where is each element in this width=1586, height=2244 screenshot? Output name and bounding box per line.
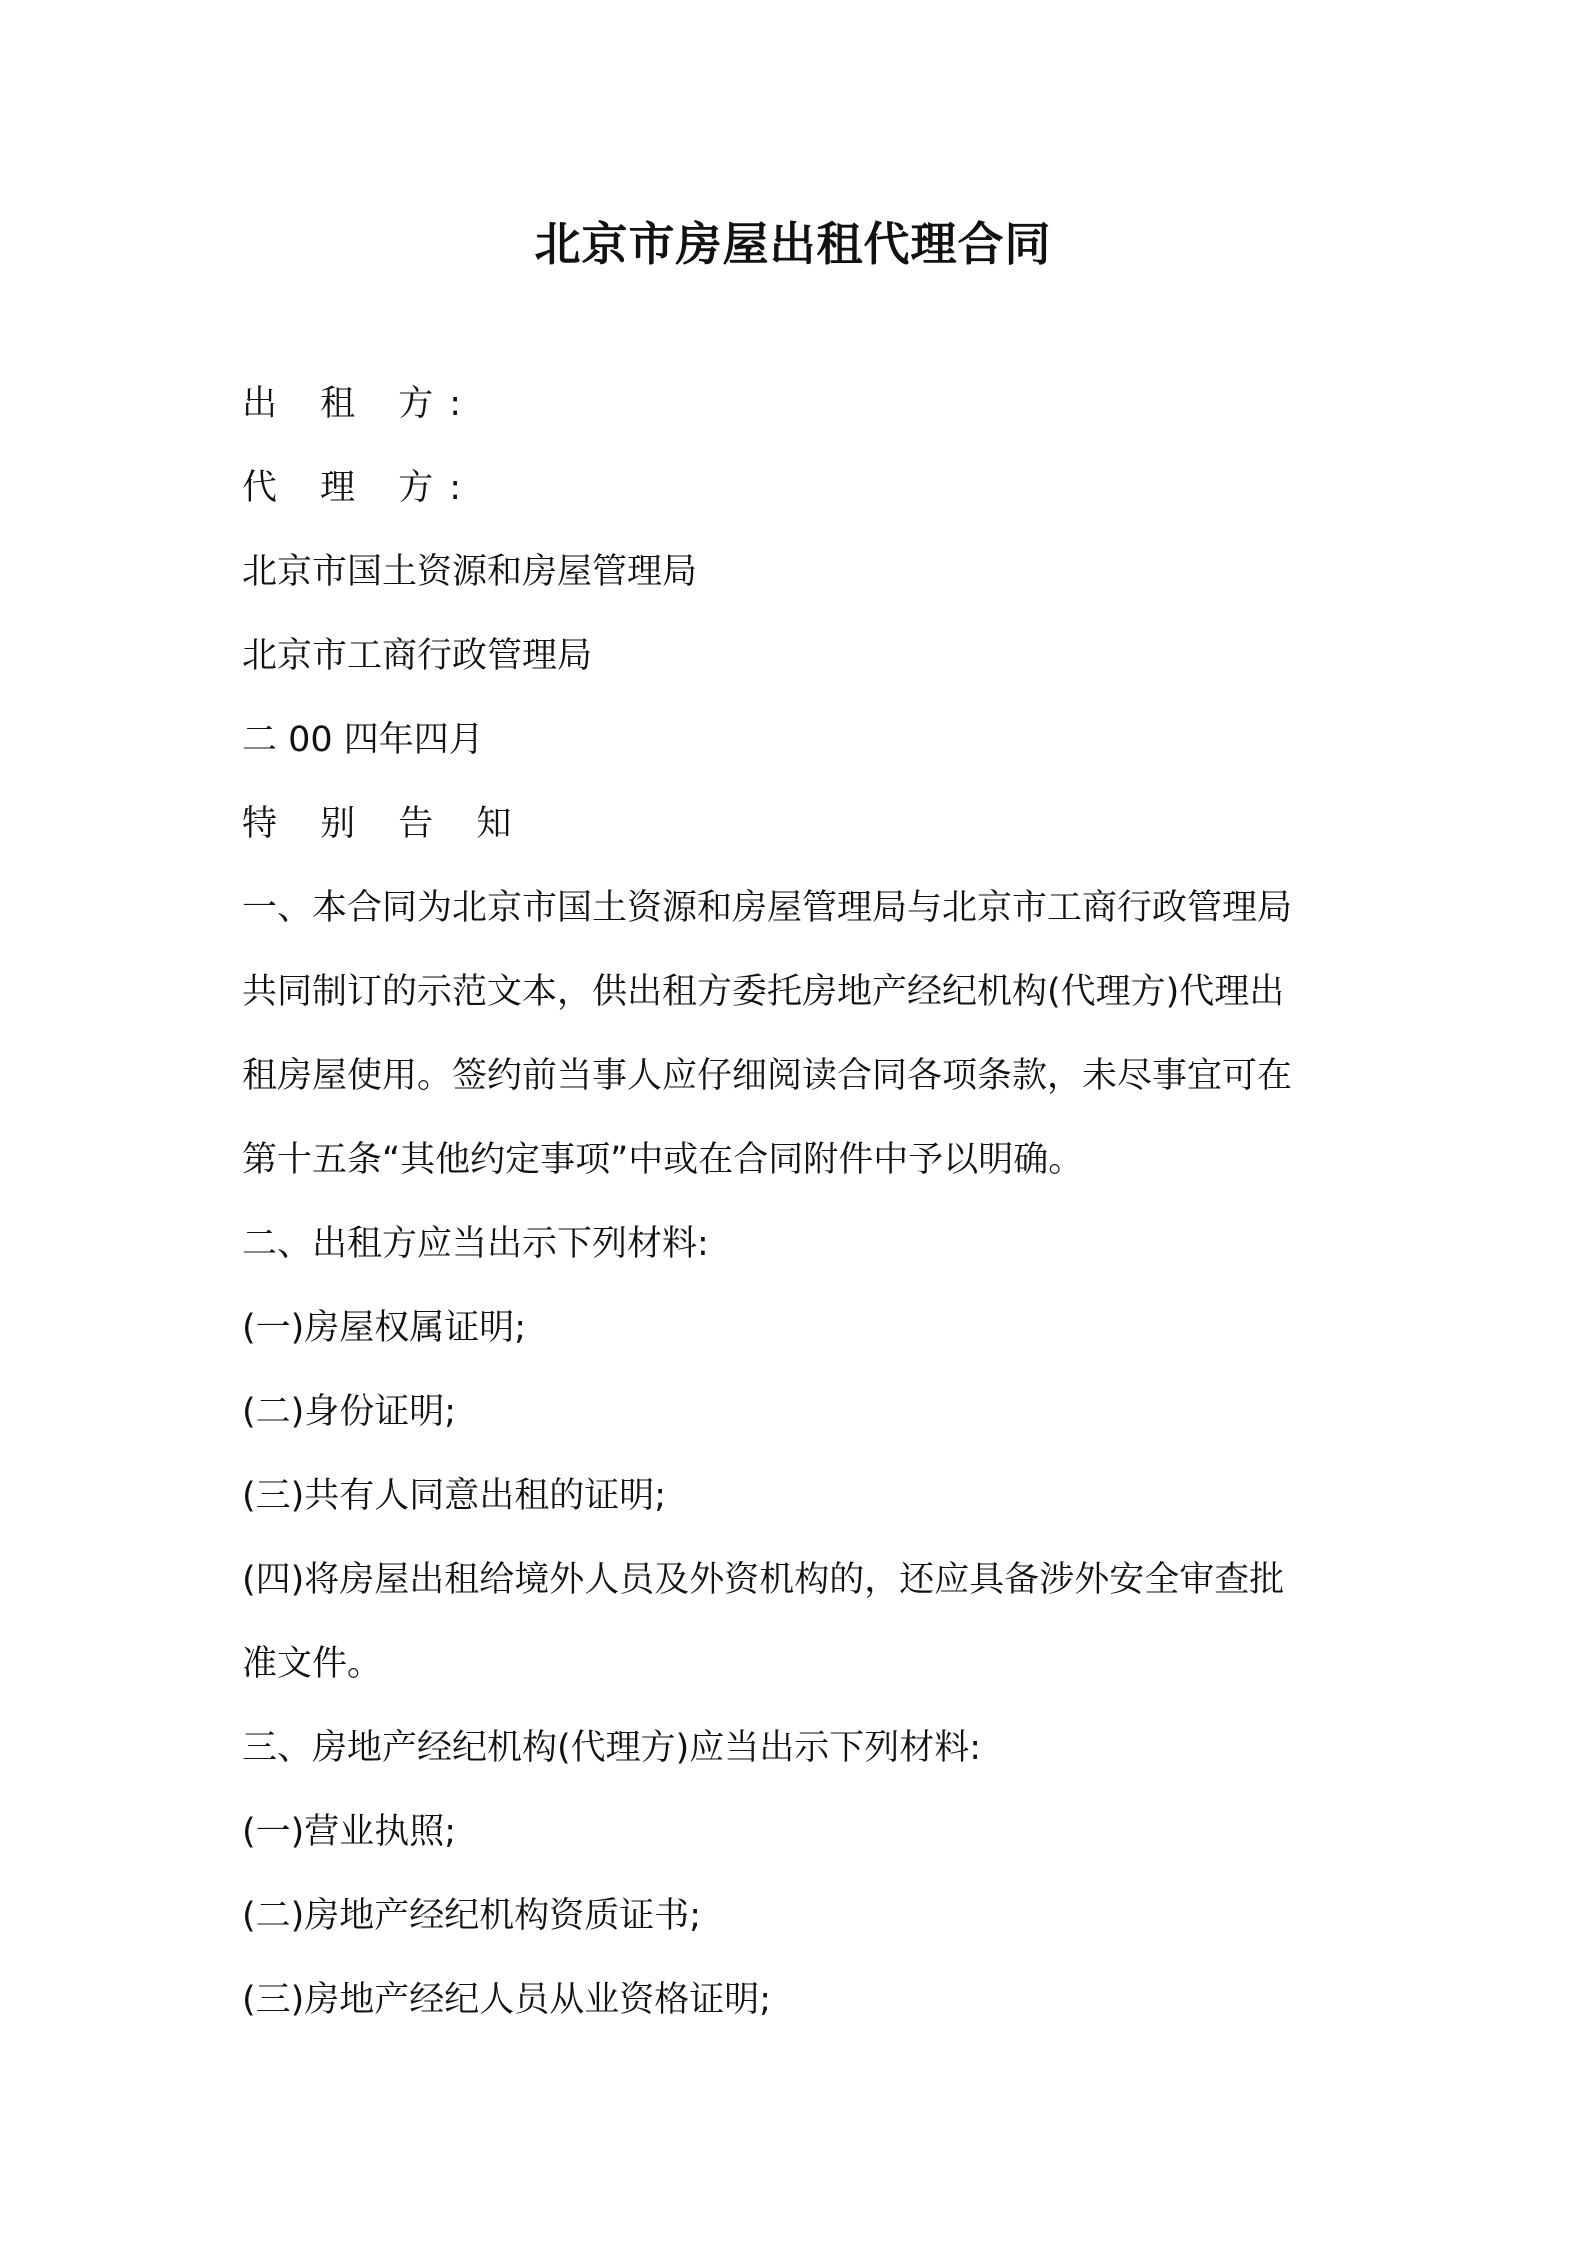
notice-1-line-4: 第十五条“其他约定事项”中或在合同附件中予以明确。: [242, 1140, 1084, 1180]
notice-2-item-3: (三)共有人同意出租的证明;: [242, 1476, 667, 1516]
notice-1-line-3: 租房屋使用。签约前当事人应仔细阅读合同各项条款，未尽事宜可在: [242, 1056, 1293, 1096]
issuer-land-housing-bureau: 北京市国土资源和房屋管理局: [242, 552, 698, 592]
notice-2-item-4-line-2: 准文件。: [242, 1644, 383, 1684]
document-body: [242, 362, 1362, 2042]
document-title: 北京市房屋出租代理合同: [534, 217, 1052, 271]
notice-3-item-3: (三)房地产经纪人员从业资格证明;: [242, 1980, 772, 2020]
notice-3-heading: 三、房地产经纪机构(代理方)应当出示下列材料:: [242, 1728, 982, 1768]
notice-2-item-1: (一)房屋权属证明;: [242, 1308, 527, 1348]
notice-2-item-4-line-1: (四)将房屋出租给境外人员及外资机构的，还应具备涉外安全审查批: [242, 1560, 1285, 1600]
notice-3-item-1: (一)营业执照;: [242, 1812, 457, 1852]
notice-2-item-2: (二)身份证明;: [242, 1392, 457, 1432]
notice-2-heading: 二、出租方应当出示下列材料:: [242, 1224, 709, 1264]
agent-label: 代 理 方:: [242, 468, 478, 508]
lessor-label: 出 租 方:: [242, 384, 478, 424]
issue-date: 二 00 四年四月: [242, 720, 484, 760]
notice-1-line-1: 一、本合同为北京市国土资源和房屋管理局与北京市工商行政管理局: [242, 888, 1293, 928]
issuer-industry-commerce-bureau: 北京市工商行政管理局: [242, 636, 593, 676]
notice-1-line-2: 共同制订的示范文本，供出租方委托房地产经纪机构(代理方)代理出: [242, 972, 1285, 1012]
notice-3-item-2: (二)房地产经纪机构资质证书;: [242, 1896, 702, 1936]
special-notice-heading: 特 别 告 知: [242, 804, 528, 844]
